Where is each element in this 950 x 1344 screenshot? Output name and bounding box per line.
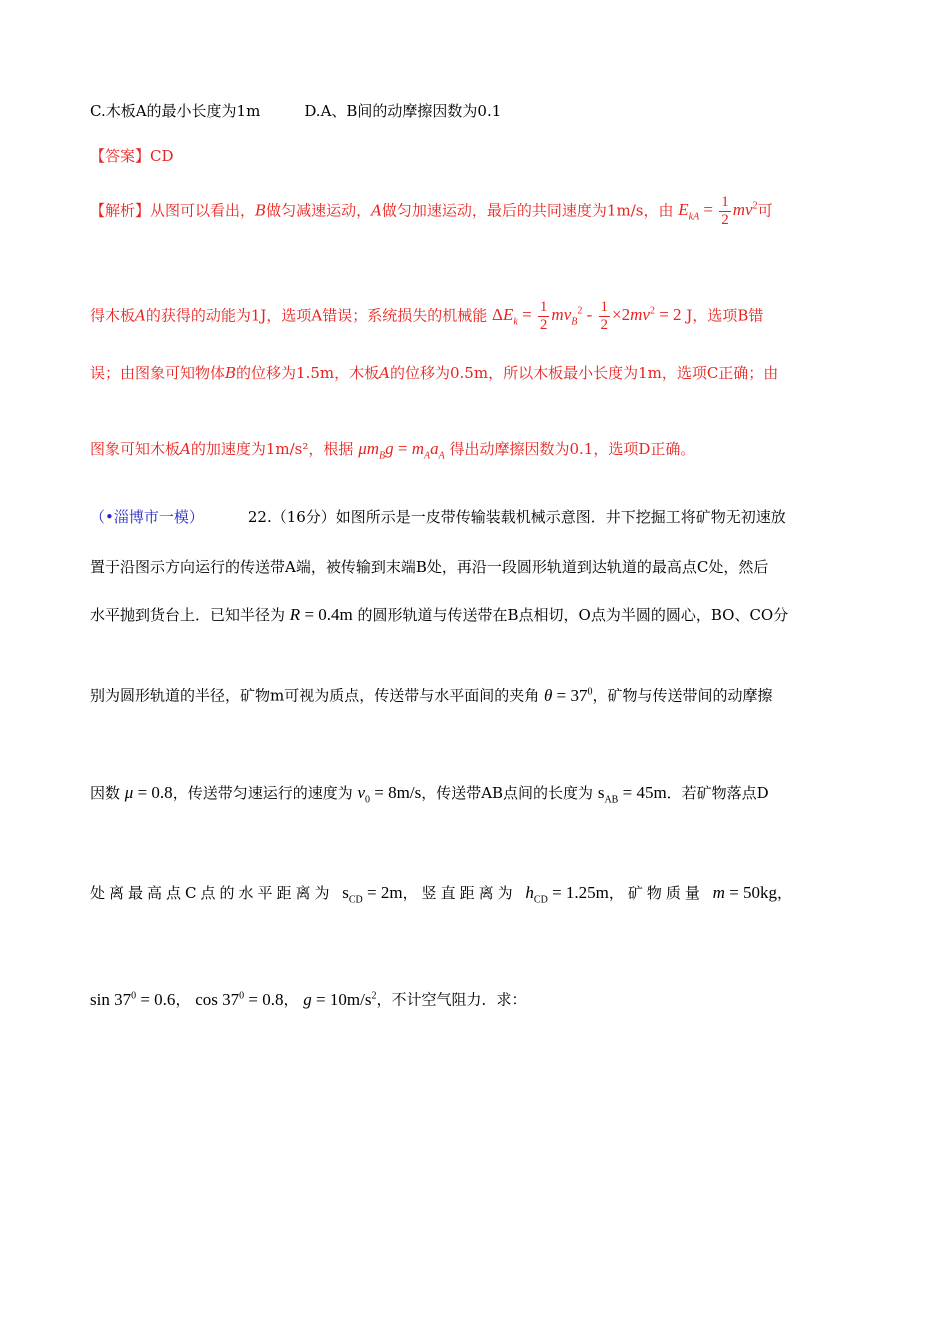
formula-sab: $s_{AB} = 45m$ (597, 783, 667, 806)
analysis-line-3: 误；由图象可知物体B的位移为1.5m，木板A的位移为0.5m，所以木板最小长度为1m，选项C正确；由 (90, 364, 779, 382)
analysis-line-1: 【解析】从图可以看出，B做匀减速运动，A做匀加速运动，最后的共同速度为1m/s，由 $E_{kA}$ = $\frac{1}{2}$ $mv^2$可 (90, 194, 773, 228)
analysis-label: 【解析】 (90, 201, 151, 220)
question-source: （•淄博市一模） (90, 508, 204, 526)
formula-sin: $\sin 37^0 = 0.6$ (90, 989, 176, 1009)
formula-mu: μ = 0.8 (124, 783, 173, 802)
question-line-5: 因数 μ = 0.8，传送带匀速运行的速度为 $v_0 = 8m/s$，传送带AB点间的长度为 $s_{AB} = 45m$．若矿物落点D (90, 783, 769, 806)
formula-kinetic-energy: $E_{kA}$ = $\frac{1}{2}$ $mv^2$ (678, 194, 758, 228)
answer-line (90, 145, 174, 167)
option-d: D.A、B间的动摩擦因数为0.1 (304, 102, 502, 120)
question-line-4: 别为圆形轨道的半径，矿物m可视为质点，传送带与水平面间的夹角 $\theta = 37^0$，矿物与传送带间的动摩擦 (90, 685, 773, 705)
analysis-line-2: 得木板A的获得的动能为1J，选项A错误；系统损失的机械能 $\Delta E_k$ = $\frac{1}{2}$ $mv_B^2$ - $\frac{1}{2}$ $\times 2mv^2 = 2$ J，选项B错 (90, 299, 764, 333)
formula-mass: m = 50kg (712, 883, 778, 902)
analysis-line-4: 图象可知木板A的加速度为1m/s²，根据 $\mu m_Bg = m_Aa_A$ 得出动摩擦因数为0.1，选项D正确。 (90, 439, 696, 462)
answer-value: CD (150, 147, 174, 165)
option-c: C.木板A的最小长度为1m (90, 102, 261, 120)
formula-cos: $\cos 37^0 = 0.8$ (195, 989, 284, 1009)
formula-hcd: $h_{CD} = 1.25m$ (525, 883, 609, 906)
question-line-6: 处离最高点C点的水平距离为 $s_{CD} = 2m$，竖直距离为 $h_{CD} = 1.25m$，矿物质量 m = 50kg， (90, 883, 797, 906)
question-line-3: 水平抛到货台上．已知半径为 R = 0.4m 的圆形轨道与传送带在B点相切，O点为半圆的圆心，BO、CO分 (90, 605, 789, 624)
question-line-1: （•淄博市一模） 22.（16分）如图所示是一皮带传输装载机械示意图．井下挖掘工将矿物无初速放 (90, 508, 786, 526)
formula-energy-loss: $\Delta E_k$ = $\frac{1}{2}$ $mv_B^2$ - $\frac{1}{2}$ $\times 2mv^2 = 2$ (492, 299, 682, 333)
formula-g: $g = 10m/s^2$ (303, 989, 377, 1009)
options-line (90, 100, 501, 122)
formula-v0: $v_0 = 8m/s$ (357, 783, 422, 806)
question-line-7: $\sin 37^0 = 0.6$， $\cos 37^0 = 0.8$， $g = 10m/s^2$，不计空气阻力．求： (90, 989, 527, 1009)
formula-friction: $\mu m_Bg = m_Aa_A$ (358, 439, 445, 462)
answer-label: 【答案】 (90, 147, 151, 165)
formula-scd: $s_{CD} = 2m$ (342, 883, 403, 906)
question-line-2: 置于沿图示方向运行的传送带A端，被传输到末端B处，再沿一段圆形轨道到达轨道的最高点C处，然后 (90, 558, 769, 576)
formula-radius: R = 0.4m (289, 605, 353, 624)
formula-angle: $\theta = 37^0$ (544, 685, 593, 705)
